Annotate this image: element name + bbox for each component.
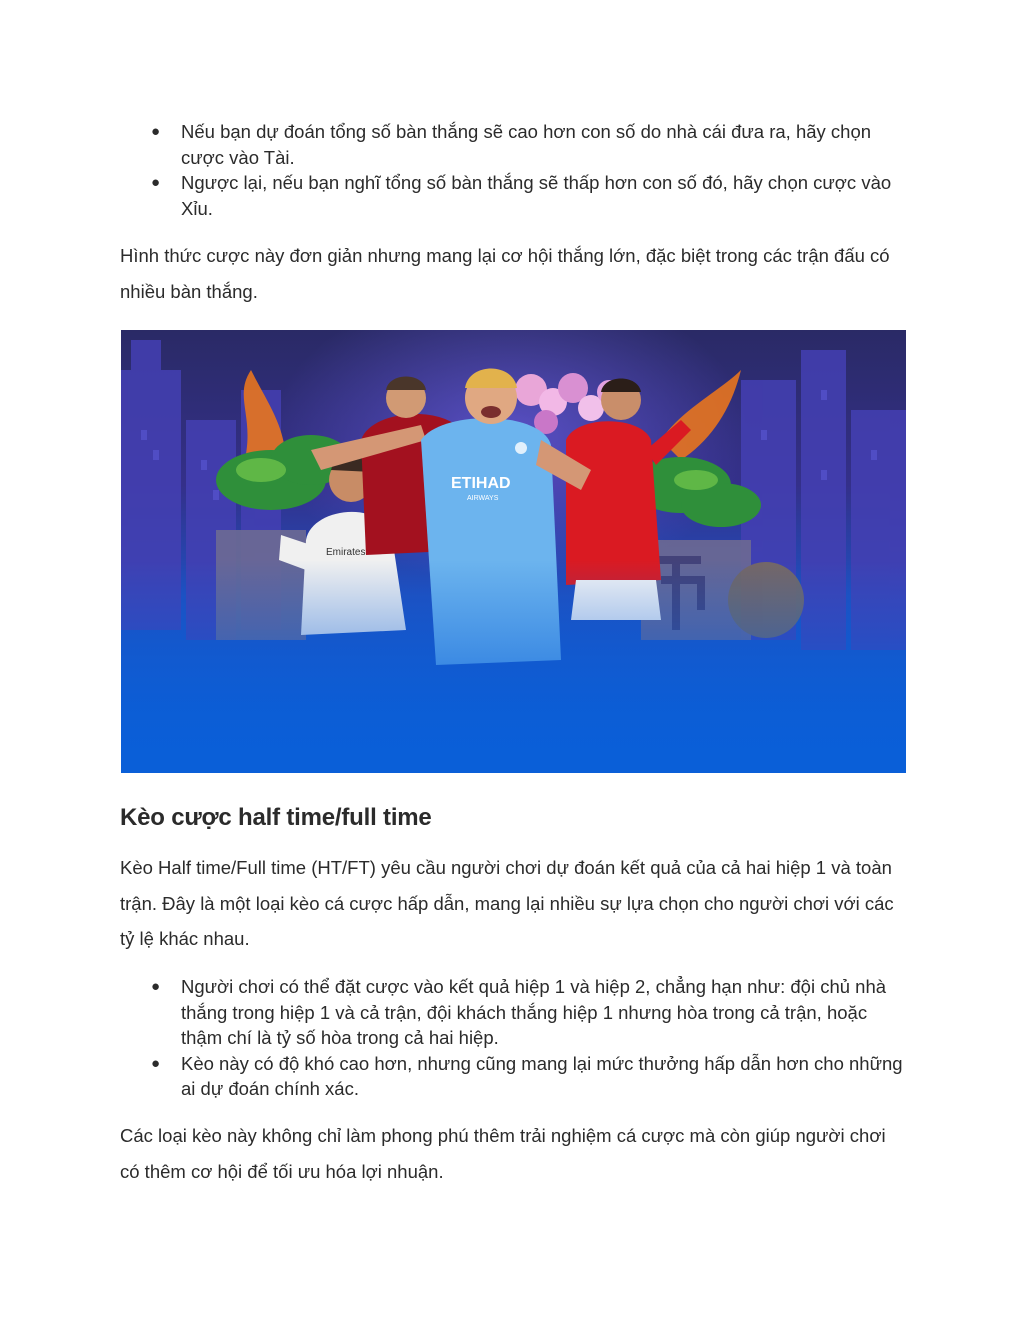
list-item	[120, 974, 910, 1051]
bullet-icon: ●	[151, 123, 161, 140]
paragraph-htft-intro: Kèo Half time/Full time (HT/FT) yêu cầu người chơi dự đoán kết quả của cả hai hiệp 1 và toàn trận. Đây là một loại kèo cá cược hấp dẫn, mang lại nhiều sự lựa chọn cho người chơi với các tỷ lệ khác nhau.	[120, 857, 894, 949]
paragraph-intro: Hình thức cược này đơn giản nhưng mang lại cơ hội thắng lớn, đặc biệt trong các trận đấu có nhiều bàn thắng.	[120, 245, 890, 302]
kit-text-real: Emirates	[326, 547, 366, 558]
paragraph-conclusion: Các loại kèo này không chỉ làm phong phú thêm trải nghiệm cá cược mà còn giúp người chơi có thêm cơ hội để tối ưu hóa lợi nhuận.	[120, 1125, 886, 1182]
bottom-fade	[121, 560, 906, 773]
bullet-icon: ●	[151, 1054, 161, 1072]
list-item-text: Người chơi có thể đặt cược vào kết quả hiệp 1 và hiệp 2, chẳng hạn như: đội chủ nhà thắng trong hiệp 1 và cả trận, đội khách thắng hiệp 1 nhưng hòa trong cả trận, hoặc thậm chí là tỷ số hòa trong cả hai hiệp.	[181, 976, 887, 1048]
bullet-icon: ●	[151, 978, 161, 995]
list-item-text: Kèo này có độ khó cao hơn, nhưng cũng mang lại mức thưởng hấp dẫn hơn cho những ai dự đoán chính xác.	[181, 1052, 903, 1099]
banner-illustration	[121, 330, 906, 773]
list-item	[120, 1051, 910, 1102]
list-item	[120, 119, 910, 170]
bullet-list-tai-xiu	[120, 119, 910, 221]
svg-text:AIRWAYS: AIRWAYS	[467, 495, 499, 502]
list-item	[120, 170, 910, 221]
bullet-icon: ●	[151, 174, 161, 191]
kit-text-city: ETIHAD	[451, 475, 511, 492]
football-banner-image	[121, 330, 906, 773]
list-item-text: Ngược lại, nếu bạn nghĩ tổng số bàn thắng sẽ thấp hơn con số đó, hãy chọn cược vào Xỉu.	[181, 172, 892, 219]
list-item-text: Nếu bạn dự đoán tổng số bàn thắng sẽ cao hơn con số do nhà cái đưa ra, hãy chọn cược vào Tài.	[181, 121, 872, 168]
section-heading-htft: Kèo cược half time/full time	[120, 804, 432, 831]
bullet-list-htft	[120, 974, 910, 1102]
